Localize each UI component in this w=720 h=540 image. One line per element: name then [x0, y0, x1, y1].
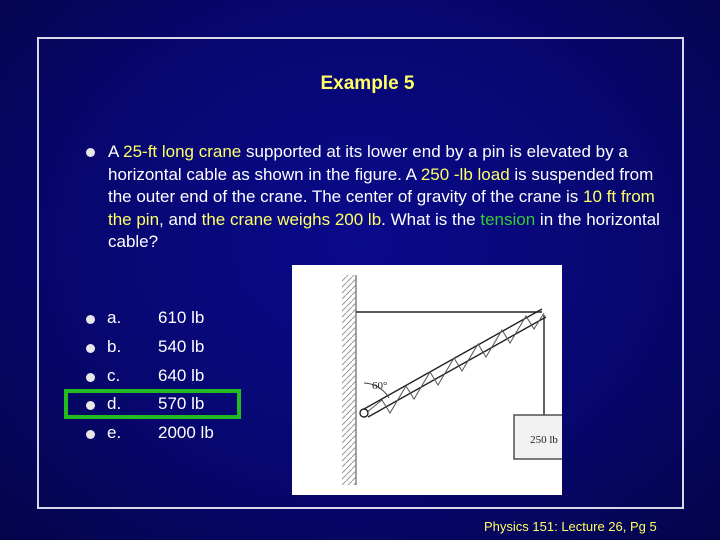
highlight-cg-distance: 10 ft from the pin [108, 187, 655, 229]
load-label: 250 lb [530, 434, 558, 446]
text-segment: A [108, 142, 124, 161]
highlight-crane-weight: the crane weighs 200 lb [201, 209, 382, 229]
slide-footer: Physics 151: Lecture 26, Pg 5 [484, 519, 657, 534]
crane-boom [364, 309, 546, 417]
option-d-value: 570 lb [158, 394, 205, 413]
highlight-crane-length: 25-ft long crane [123, 142, 242, 161]
slide-title: Example 5 [320, 73, 415, 94]
option-c-letter: c. [107, 366, 121, 385]
text-segment: supported at its lower end by a pin is elevated by a horizontal cable as shown in the figure. A [108, 142, 628, 184]
bullet-icon [86, 430, 95, 439]
option-b-value: 540 lb [158, 337, 205, 356]
text-segment: in the horizontal cable? [108, 209, 660, 251]
bullet-icon [86, 315, 95, 324]
bullet-icon [86, 344, 95, 353]
text-segment: , and [159, 209, 202, 229]
bullet-icon [86, 373, 95, 382]
option-e-value: 2000 lb [158, 423, 214, 442]
text-segment: . What is the [381, 209, 481, 229]
option-e-letter: e. [107, 423, 122, 442]
pin-icon [360, 409, 368, 417]
problem-statement [108, 141, 668, 254]
option-a-value: 610 lb [158, 308, 205, 327]
option-d-letter: d. [107, 394, 122, 413]
highlight-load: 250 -lb load [420, 164, 510, 184]
option-a-letter: a. [107, 308, 122, 327]
crane-diagram [292, 265, 562, 495]
bullet-icon [86, 148, 95, 157]
option-c-value: 640 lb [158, 366, 205, 385]
crane-figure [292, 265, 562, 495]
highlight-tension: tension [480, 209, 536, 229]
wall [342, 275, 356, 485]
text-segment: is suspended from the outer end of the crane. The center of gravity of the crane is [108, 164, 654, 206]
option-b-letter: b. [107, 337, 122, 356]
angle-label: 60° [372, 380, 388, 392]
answer-highlight-box [64, 389, 241, 419]
